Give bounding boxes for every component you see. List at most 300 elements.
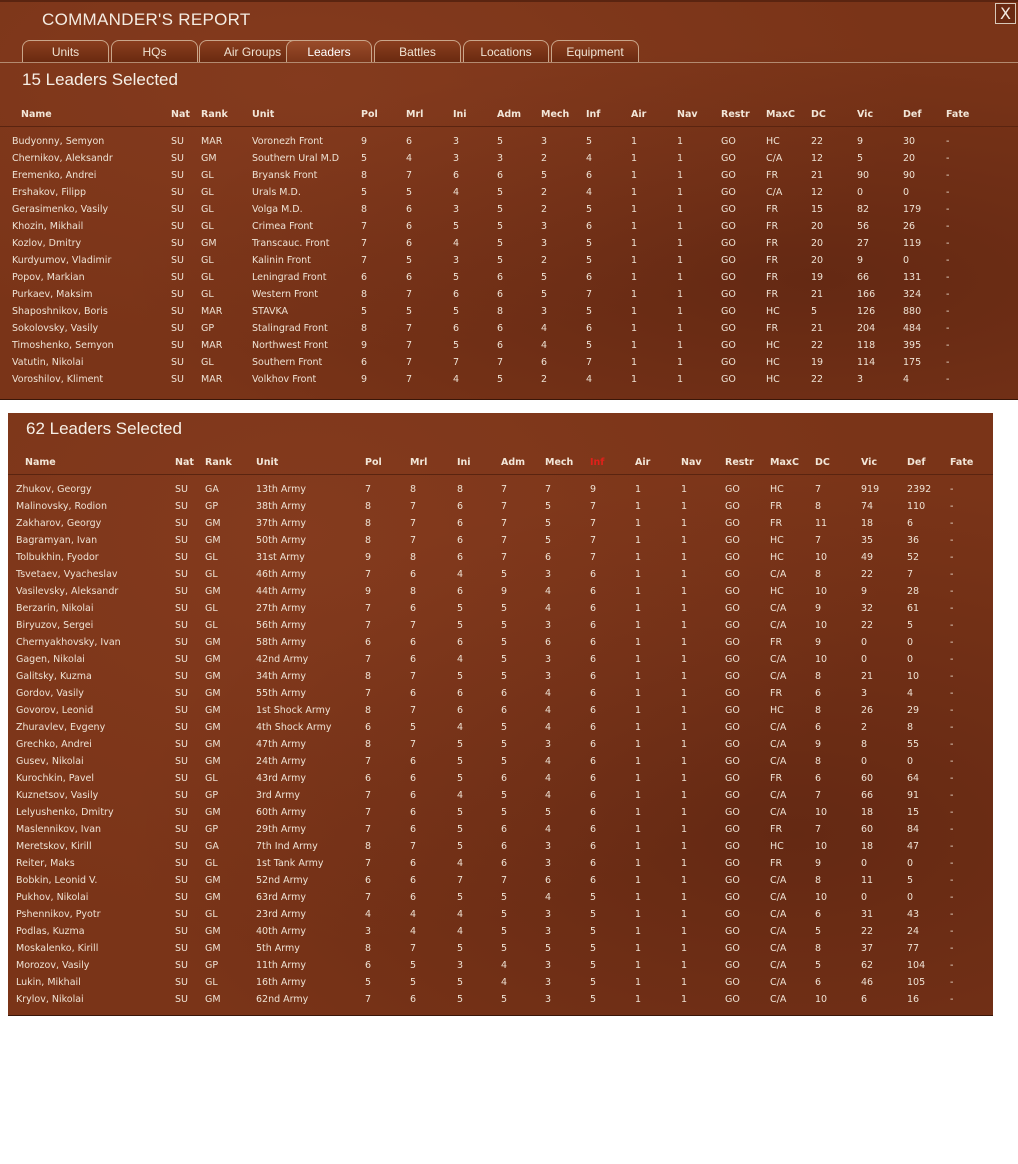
table-cell-mrl: 7 xyxy=(406,170,413,181)
table-cell-nav: 1 xyxy=(677,272,684,283)
table-cell-nat: SU xyxy=(171,323,184,334)
table-cell-def: 324 xyxy=(903,289,922,300)
table-cell-restr: GO xyxy=(725,637,740,648)
table-cell-maxc: FR xyxy=(766,272,779,283)
column-header-pol[interactable]: Pol xyxy=(365,457,382,468)
tab-leaders[interactable]: Leaders xyxy=(286,40,372,63)
table-cell-mrl: 7 xyxy=(406,374,413,385)
table-cell-maxc: HC xyxy=(766,340,780,351)
column-header-dc[interactable]: DC xyxy=(811,109,826,120)
column-header-ini[interactable]: Ini xyxy=(457,457,471,468)
tab-equipment[interactable]: Equipment xyxy=(551,40,639,62)
table-cell-fate: - xyxy=(950,892,954,903)
table-cell-mech: 3 xyxy=(545,926,552,937)
table-cell-adm: 4 xyxy=(501,960,508,971)
table-cell-fate: - xyxy=(950,637,954,648)
table-cell-unit: Northwest Front xyxy=(252,340,328,351)
column-header-nav[interactable]: Nav xyxy=(681,457,702,468)
table-cell-rank: GL xyxy=(201,255,214,266)
column-header-inf[interactable]: Inf xyxy=(586,109,601,120)
table-cell-adm: 6 xyxy=(497,272,504,283)
table-cell-vic: 21 xyxy=(861,671,874,682)
table-cell-air: 1 xyxy=(631,340,638,351)
leader-name-cell[interactable]: Chernyakhovsky, Ivan xyxy=(16,637,121,648)
table-cell-vic: 66 xyxy=(857,272,870,283)
table-cell-rank: GM xyxy=(205,518,221,529)
table-cell-dc: 8 xyxy=(815,671,822,682)
leader-name-cell[interactable]: Lelyushenko, Dmitry xyxy=(16,807,114,818)
table-cell-dc: 21 xyxy=(811,170,824,181)
table-cell-rank: GL xyxy=(201,170,214,181)
table-cell-mrl: 7 xyxy=(410,518,417,529)
table-cell-vic: 9 xyxy=(857,136,864,147)
table-cell-inf: 6 xyxy=(590,858,597,869)
table-cell-mrl: 7 xyxy=(410,671,417,682)
table-cell-def: 104 xyxy=(907,960,926,971)
table-cell-nav: 1 xyxy=(677,238,684,249)
leader-name-cell[interactable]: Maslennikov, Ivan xyxy=(16,824,102,835)
table-cell-mrl: 5 xyxy=(406,306,413,317)
table-cell-rank: GA xyxy=(205,484,219,495)
column-header-rank[interactable]: Rank xyxy=(201,109,228,120)
table-cell-restr: GO xyxy=(725,586,740,597)
column-header-dc[interactable]: DC xyxy=(815,457,830,468)
leader-name-cell[interactable]: Gagen, Nikolai xyxy=(16,654,85,665)
table-cell-pol: 9 xyxy=(361,340,368,351)
table-cell-air: 1 xyxy=(635,654,642,665)
table-cell-air: 1 xyxy=(635,756,642,767)
leader-name-cell[interactable]: Kurdyumov, Vladimir xyxy=(12,255,112,266)
table-cell-unit: 47th Army xyxy=(256,739,306,750)
table-cell-inf: 6 xyxy=(590,824,597,835)
leader-name-cell[interactable]: Zakharov, Georgy xyxy=(16,518,102,529)
table-cell-fate: - xyxy=(950,484,954,495)
column-header-mrl[interactable]: Mrl xyxy=(410,457,428,468)
table-cell-fate: - xyxy=(950,858,954,869)
table-cell-restr: GO xyxy=(725,790,740,801)
table-cell-ini: 5 xyxy=(453,221,460,232)
column-header-rank[interactable]: Rank xyxy=(205,457,232,468)
leader-name-cell[interactable]: Khozin, Mikhail xyxy=(12,221,84,232)
table-cell-def: 30 xyxy=(903,136,916,147)
table-cell-pol: 7 xyxy=(361,221,368,232)
table-cell-dc: 7 xyxy=(815,790,822,801)
table-cell-maxc: FR xyxy=(770,773,783,784)
column-header-restr[interactable]: Restr xyxy=(721,109,750,120)
table-cell-mech: 2 xyxy=(541,153,548,164)
table-cell-adm: 6 xyxy=(497,323,504,334)
table-cell-air: 1 xyxy=(635,671,642,682)
table-cell-mech: 3 xyxy=(545,739,552,750)
table-cell-ini: 3 xyxy=(453,153,460,164)
leader-name-cell[interactable]: Gordov, Vasily xyxy=(16,688,84,699)
table-cell-restr: GO xyxy=(721,221,736,232)
table-cell-restr: GO xyxy=(721,323,736,334)
table-cell-pol: 7 xyxy=(365,484,372,495)
leader-name-cell[interactable]: Timoshenko, Semyon xyxy=(12,340,114,351)
table-cell-dc: 8 xyxy=(815,501,822,512)
window-title: COMMANDER'S REPORT xyxy=(42,10,251,29)
column-header-vic[interactable]: Vic xyxy=(857,109,874,120)
table-cell-nav: 1 xyxy=(681,790,688,801)
table-cell-air: 1 xyxy=(635,892,642,903)
column-header-maxc[interactable]: MaxC xyxy=(766,109,795,120)
leader-name-cell[interactable]: Voroshilov, Kliment xyxy=(12,374,104,385)
column-header-def[interactable]: Def xyxy=(903,109,922,120)
table-cell-dc: 6 xyxy=(815,773,822,784)
leader-name-cell[interactable]: Gusev, Nikolai xyxy=(16,756,84,767)
table-cell-maxc: FR xyxy=(770,688,783,699)
table-cell-rank: GL xyxy=(205,909,218,920)
table-cell-adm: 5 xyxy=(501,807,508,818)
table-cell-ini: 5 xyxy=(457,807,464,818)
table-cell-mech: 6 xyxy=(541,357,548,368)
leader-name-cell[interactable]: Krylov, Nikolai xyxy=(16,994,84,1005)
table-cell-air: 1 xyxy=(631,374,638,385)
table-cell-dc: 20 xyxy=(811,255,824,266)
leader-name-cell[interactable]: Pshennikov, Pyotr xyxy=(16,909,101,920)
table-cell-vic: 60 xyxy=(861,824,874,835)
tab-locations[interactable]: Locations xyxy=(463,40,549,62)
table-cell-dc: 6 xyxy=(815,722,822,733)
table-cell-restr: GO xyxy=(721,306,736,317)
table-cell-vic: 90 xyxy=(857,170,870,181)
table-cell-nat: SU xyxy=(171,255,184,266)
table-cell-fate: - xyxy=(946,306,950,317)
table-cell-ini: 5 xyxy=(457,824,464,835)
table-cell-pol: 8 xyxy=(361,170,368,181)
table-cell-nat: SU xyxy=(175,722,188,733)
column-header-maxc[interactable]: MaxC xyxy=(770,457,799,468)
table-cell-pol: 7 xyxy=(365,994,372,1005)
table-cell-fate: - xyxy=(946,272,950,283)
table-cell-mrl: 6 xyxy=(406,238,413,249)
table-cell-rank: GL xyxy=(205,977,218,988)
table-cell-pol: 7 xyxy=(365,688,372,699)
table-cell-nat: SU xyxy=(171,374,184,385)
leader-name-cell[interactable]: Galitsky, Kuzma xyxy=(16,671,92,682)
table-cell-unit: 1st Shock Army xyxy=(256,705,331,716)
table-cell-nat: SU xyxy=(175,994,188,1005)
table-cell-nav: 1 xyxy=(681,807,688,818)
leader-name-cell[interactable]: Reiter, Maks xyxy=(16,858,75,869)
leader-name-cell[interactable]: Morozov, Vasily xyxy=(16,960,90,971)
table-cell-vic: 0 xyxy=(857,187,864,198)
table-cell-ini: 5 xyxy=(457,841,464,852)
table-cell-dc: 10 xyxy=(815,841,828,852)
table-cell-maxc: C/A xyxy=(770,654,787,665)
table-cell-unit: 29th Army xyxy=(256,824,306,835)
table-cell-fate: - xyxy=(946,255,950,266)
table-cell-vic: 8 xyxy=(861,739,868,750)
table-cell-air: 1 xyxy=(635,739,642,750)
table-cell-fate: - xyxy=(950,586,954,597)
table-cell-ini: 4 xyxy=(453,374,460,385)
table-cell-def: 484 xyxy=(903,323,922,334)
leader-name-cell[interactable]: Shaposhnikov, Boris xyxy=(12,306,108,317)
tab-units[interactable]: Units xyxy=(22,40,109,62)
table-cell-ini: 6 xyxy=(457,535,464,546)
table-cell-vic: 27 xyxy=(857,238,870,249)
leader-name-cell[interactable]: Purkaev, Maksim xyxy=(12,289,93,300)
leader-name-cell[interactable]: Sokolovsky, Vasily xyxy=(12,323,99,334)
table-cell-air: 1 xyxy=(631,136,638,147)
table-cell-mrl: 6 xyxy=(410,637,417,648)
leader-name-cell[interactable]: Bobkin, Leonid V. xyxy=(16,875,98,886)
table-cell-vic: 2 xyxy=(861,722,868,733)
table-cell-dc: 10 xyxy=(815,994,828,1005)
column-header-nav[interactable]: Nav xyxy=(677,109,698,120)
table-cell-pol: 8 xyxy=(361,204,368,215)
table-cell-adm: 7 xyxy=(501,484,508,495)
table-cell-dc: 10 xyxy=(815,807,828,818)
table-cell-maxc: C/A xyxy=(766,153,783,164)
table-cell-maxc: FR xyxy=(766,289,779,300)
column-header-air[interactable]: Air xyxy=(631,109,647,120)
table-cell-mech: 3 xyxy=(545,994,552,1005)
table-cell-nav: 1 xyxy=(677,374,684,385)
leader-name-cell[interactable]: Bagramyan, Ivan xyxy=(16,535,98,546)
table-cell-restr: GO xyxy=(721,136,736,147)
table-cell-maxc: C/A xyxy=(770,756,787,767)
table-cell-nav: 1 xyxy=(681,994,688,1005)
tab-hqs[interactable]: HQs xyxy=(111,40,198,62)
table-cell-unit: 60th Army xyxy=(256,807,306,818)
table-cell-ini: 4 xyxy=(457,790,464,801)
table-cell-unit: 40th Army xyxy=(256,926,306,937)
table-cell-nat: SU xyxy=(175,637,188,648)
table-cell-vic: 126 xyxy=(857,306,876,317)
table-cell-fate: - xyxy=(950,943,954,954)
table-cell-fate: - xyxy=(946,221,950,232)
table-cell-air: 1 xyxy=(635,705,642,716)
column-header-mech[interactable]: Mech xyxy=(541,109,570,120)
table-cell-pol: 7 xyxy=(365,654,372,665)
leader-name-cell[interactable]: Tsvetaev, Vyacheslav xyxy=(16,569,118,580)
table-cell-nat: SU xyxy=(171,357,184,368)
table-cell-nat: SU xyxy=(175,790,188,801)
column-header-name[interactable]: Name xyxy=(25,457,56,468)
table-cell-def: 77 xyxy=(907,943,920,954)
table-cell-def: 119 xyxy=(903,238,922,249)
table-cell-air: 1 xyxy=(635,569,642,580)
column-header-unit[interactable]: Unit xyxy=(256,457,279,468)
leader-name-cell[interactable]: Kuznetsov, Vasily xyxy=(16,790,99,801)
table-cell-ini: 3 xyxy=(453,204,460,215)
table-cell-maxc: C/A xyxy=(770,790,787,801)
table-cell-inf: 6 xyxy=(590,705,597,716)
column-header-def[interactable]: Def xyxy=(907,457,926,468)
table-cell-pol: 8 xyxy=(365,501,372,512)
table-cell-ini: 4 xyxy=(457,722,464,733)
table-cell-nat: SU xyxy=(175,858,188,869)
table-cell-ini: 6 xyxy=(453,323,460,334)
table-cell-dc: 10 xyxy=(815,620,828,631)
column-header-fate[interactable]: Fate xyxy=(946,109,970,120)
column-header-adm[interactable]: Adm xyxy=(497,109,522,120)
table-cell-nat: SU xyxy=(175,484,188,495)
column-header-inf[interactable]: Inf xyxy=(590,457,605,468)
table-cell-def: 84 xyxy=(907,824,920,835)
table-cell-vic: 26 xyxy=(861,705,874,716)
column-header-mrl[interactable]: Mrl xyxy=(406,109,424,120)
table-cell-vic: 5 xyxy=(857,153,864,164)
table-cell-vic: 82 xyxy=(857,204,870,215)
leader-name-cell[interactable]: Gerasimenko, Vasily xyxy=(12,204,109,215)
table-cell-nav: 1 xyxy=(681,909,688,920)
table-cell-maxc: C/A xyxy=(766,187,783,198)
table-cell-air: 1 xyxy=(631,272,638,283)
table-cell-restr: GO xyxy=(721,289,736,300)
table-cell-air: 1 xyxy=(635,807,642,818)
leader-name-cell[interactable]: Zhukov, Georgy xyxy=(16,484,92,495)
table-cell-unit: 34th Army xyxy=(256,671,306,682)
column-header-adm[interactable]: Adm xyxy=(501,457,526,468)
table-cell-nat: SU xyxy=(175,688,188,699)
table-cell-vic: 60 xyxy=(861,773,874,784)
column-header-nat[interactable]: Nat xyxy=(171,109,190,120)
close-button[interactable]: X xyxy=(995,3,1016,24)
leader-name-cell[interactable]: Pukhov, Nikolai xyxy=(16,892,89,903)
table-cell-def: 10 xyxy=(907,671,920,682)
leader-name-cell[interactable]: Moskalenko, Kirill xyxy=(16,943,99,954)
table-cell-restr: GO xyxy=(725,943,740,954)
table-cell-mech: 3 xyxy=(541,238,548,249)
table-cell-inf: 7 xyxy=(586,357,593,368)
table-cell-nat: SU xyxy=(175,518,188,529)
table-cell-fate: - xyxy=(950,671,954,682)
table-cell-mech: 5 xyxy=(541,272,548,283)
leader-name-cell[interactable]: Eremenko, Andrei xyxy=(12,170,97,181)
leader-name-cell[interactable]: Tolbukhin, Fyodor xyxy=(16,552,99,563)
table-cell-dc: 22 xyxy=(811,340,824,351)
table-cell-nat: SU xyxy=(175,603,188,614)
table-cell-vic: 3 xyxy=(861,688,868,699)
column-header-air[interactable]: Air xyxy=(635,457,651,468)
table-cell-maxc: FR xyxy=(770,824,783,835)
table-cell-vic: 0 xyxy=(861,756,868,767)
leader-name-cell[interactable]: Zhuravlev, Evgeny xyxy=(16,722,106,733)
tab-air-groups[interactable]: Air Groups xyxy=(199,40,306,62)
leader-name-cell[interactable]: Lukin, Mikhail xyxy=(16,977,81,988)
table-cell-rank: MAR xyxy=(201,374,223,385)
table-cell-mrl: 7 xyxy=(406,323,413,334)
table-cell-mech: 4 xyxy=(545,688,552,699)
table-cell-rank: GL xyxy=(201,272,214,283)
table-cell-mrl: 6 xyxy=(406,272,413,283)
leader-name-cell[interactable]: Chernikov, Aleksandr xyxy=(12,153,113,164)
tab-divider xyxy=(0,62,1018,63)
table-cell-mech: 5 xyxy=(541,289,548,300)
table-cell-adm: 5 xyxy=(497,255,504,266)
leader-name-cell[interactable]: Vatutin, Nikolai xyxy=(12,357,84,368)
table-cell-mech: 4 xyxy=(541,340,548,351)
table-cell-fate: - xyxy=(950,739,954,750)
table-cell-rank: MAR xyxy=(201,136,223,147)
table-cell-ini: 5 xyxy=(457,739,464,750)
leader-name-cell[interactable]: Govorov, Leonid xyxy=(16,705,94,716)
table-cell-mech: 6 xyxy=(545,875,552,886)
leader-name-cell[interactable]: Kozlov, Dmitry xyxy=(12,238,82,249)
table-cell-dc: 6 xyxy=(815,909,822,920)
tab-battles[interactable]: Battles xyxy=(374,40,461,62)
leader-name-cell[interactable]: Ershakov, Filipp xyxy=(12,187,87,198)
table-cell-unit: 5th Army xyxy=(256,943,300,954)
leader-name-cell[interactable]: Popov, Markian xyxy=(12,272,85,283)
table-cell-maxc: C/A xyxy=(770,943,787,954)
column-header-vic[interactable]: Vic xyxy=(861,457,878,468)
column-header-unit[interactable]: Unit xyxy=(252,109,275,120)
leader-name-cell[interactable]: Malinovsky, Rodion xyxy=(16,501,108,512)
leader-name-cell[interactable]: Kurochkin, Pavel xyxy=(16,773,94,784)
column-header-restr[interactable]: Restr xyxy=(725,457,754,468)
table-cell-rank: GM xyxy=(205,654,221,665)
leader-name-cell[interactable]: Meretskov, Kirill xyxy=(16,841,92,852)
table-cell-maxc: C/A xyxy=(770,569,787,580)
table-cell-pol: 6 xyxy=(361,272,368,283)
table-cell-rank: GM xyxy=(205,994,221,1005)
table-cell-adm: 6 xyxy=(497,340,504,351)
table-cell-vic: 56 xyxy=(857,221,870,232)
table-cell-nav: 1 xyxy=(681,756,688,767)
table-cell-unit: 24th Army xyxy=(256,756,306,767)
leader-name-cell[interactable]: Podlas, Kuzma xyxy=(16,926,85,937)
table-cell-rank: GM xyxy=(205,705,221,716)
column-header-fate[interactable]: Fate xyxy=(950,457,974,468)
table-cell-pol: 5 xyxy=(361,153,368,164)
table-cell-pol: 8 xyxy=(365,943,372,954)
table-cell-air: 1 xyxy=(635,875,642,886)
column-header-pol[interactable]: Pol xyxy=(361,109,378,120)
table-cell-air: 1 xyxy=(635,909,642,920)
table-cell-ini: 4 xyxy=(457,909,464,920)
table-cell-adm: 7 xyxy=(501,501,508,512)
table-cell-fate: - xyxy=(950,960,954,971)
table-cell-maxc: C/A xyxy=(770,620,787,631)
leader-name-cell[interactable]: Berzarin, Nikolai xyxy=(16,603,94,614)
table-cell-fate: - xyxy=(950,552,954,563)
leader-name-cell[interactable]: Budyonny, Semyon xyxy=(12,136,105,147)
table-cell-mech: 2 xyxy=(541,204,548,215)
table-cell-restr: GO xyxy=(725,841,740,852)
table-cell-adm: 5 xyxy=(501,790,508,801)
table-cell-rank: GP xyxy=(205,824,219,835)
table-cell-ini: 6 xyxy=(457,637,464,648)
table-cell-adm: 6 xyxy=(501,841,508,852)
column-header-nat[interactable]: Nat xyxy=(175,457,194,468)
table-cell-inf: 5 xyxy=(590,943,597,954)
table-cell-fate: - xyxy=(950,501,954,512)
column-header-mech[interactable]: Mech xyxy=(545,457,574,468)
table-cell-rank: GL xyxy=(201,221,214,232)
table-cell-unit: 37th Army xyxy=(256,518,306,529)
table-cell-restr: GO xyxy=(725,620,740,631)
leader-name-cell[interactable]: Grechko, Andrei xyxy=(16,739,92,750)
leader-name-cell[interactable]: Biryuzov, Sergei xyxy=(16,620,94,631)
column-header-name[interactable]: Name xyxy=(21,109,52,120)
table-cell-def: 29 xyxy=(907,705,920,716)
table-cell-inf: 5 xyxy=(590,892,597,903)
leader-name-cell[interactable]: Vasilevsky, Aleksandr xyxy=(16,586,119,597)
table-cell-restr: GO xyxy=(725,960,740,971)
table-cell-unit: 63rd Army xyxy=(256,892,306,903)
table-cell-inf: 5 xyxy=(590,909,597,920)
table-cell-def: 52 xyxy=(907,552,920,563)
table-cell-nav: 1 xyxy=(681,841,688,852)
column-header-ini[interactable]: Ini xyxy=(453,109,467,120)
table-cell-unit: 1st Tank Army xyxy=(256,858,324,869)
table-cell-ini: 5 xyxy=(457,977,464,988)
